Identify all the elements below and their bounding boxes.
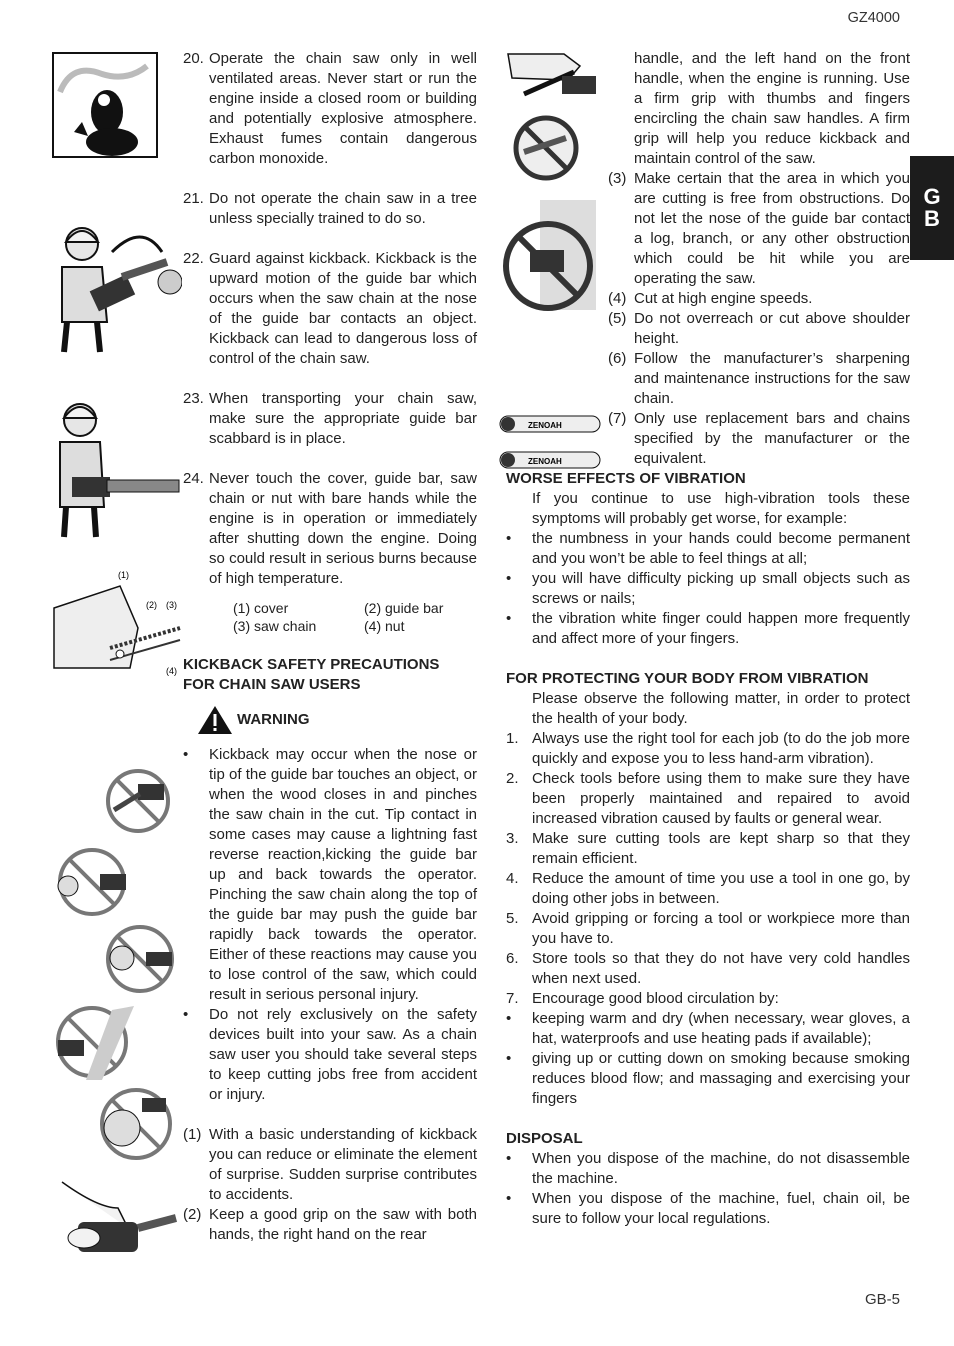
bullet-text: Do not rely exclusively on the safety devices built into your saw. As a chain saw user you should take several steps to keep cutting jobs free from accident or injury. [209, 1006, 477, 1103]
item-text: Always use the right tool for each job (to do the job more quickly and expose you to less hand-arm vibration). [532, 730, 910, 767]
callout-4-label: (4) [166, 666, 177, 676]
safety-item-21 [183, 189, 477, 229]
step-number: (4) [608, 290, 627, 307]
step-text: Keep a good grip on the saw with both hands, the right hand on the rear [209, 1206, 477, 1243]
no-kickback-up-icon [52, 1000, 136, 1084]
protection-item [506, 869, 910, 909]
kickback-step-3 [608, 169, 910, 289]
page-number: GB-5 [864, 1291, 900, 1308]
language-tab [910, 156, 954, 260]
bullet-text: Kickback may occur when the nose or tip of the guide bar touches an object, or when the wood closes in and pinches the saw chain in the cut. Tip contact in some cases may cause a lightning fast reverse reaction,kicking the guide bar up and back towards the operator. Pinching the saw chain along the top of the guide bar may push the guide bar rapidly back towards the operator. Either of these reactions may cause you to lose control of the saw, which could result in serious personal injury. [209, 746, 477, 1003]
kickback-step-1 [183, 1125, 477, 1205]
tree-kickback-illustration [52, 212, 182, 362]
warning-label [197, 705, 477, 735]
warning-text: WARNING [237, 711, 310, 728]
circulation-bullet: • keeping warm and dry (when necessary, wear gloves, a hat, waterproofs and use heating pads if available); [506, 1010, 910, 1047]
step-text: With a basic understanding of kickback you can reduce or eliminate the element of surprise. Sudden surprise contributes to accidents. [209, 1126, 477, 1203]
circulation-bullet: • giving up or cutting down on smoking because smoking reduces blood flow; and massaging and exercising your fingers [506, 1050, 910, 1107]
bullet-text: When you dispose of the machine, do not disassemble the machine. [532, 1150, 910, 1187]
disposal-bullet: • When you dispose of the machine, do not disassemble the machine. [506, 1150, 910, 1187]
protection-heading: FOR PROTECTING YOUR BODY FROM VIBRATION [506, 670, 869, 687]
warning-triangle-icon [197, 705, 233, 735]
no-reverse-reaction-icon [52, 846, 132, 918]
protection-item [506, 989, 910, 1009]
no-cut-wood-icon [96, 1084, 176, 1162]
parts-diagram [50, 568, 182, 680]
legend-saw-chain: (3) saw chain [233, 618, 317, 634]
safety-item-20 [183, 49, 477, 169]
model-number: GZ4000 [847, 10, 900, 26]
kickback-bullet-2: • Do not rely exclusively on the safety devices built into your saw. As a chain saw user you should take several steps to keep cutting jobs free from accident or injury. [183, 1006, 477, 1103]
vibration-heading: WORSE EFFECTS OF VIBRATION [506, 470, 746, 487]
bullet-text: When you dispose of the machine, fuel, chain oil, be sure to follow your local regulations. [532, 1190, 910, 1227]
legend-nut: (4) nut [364, 618, 405, 634]
kickback-bullet-1: • Kickback may occur when the nose or tip of the guide bar touches an object, or when the wood closes in and pinches the saw chain in the cut. Tip contact in some cases may cause a lightning fast reverse reaction,kicking the guide bar up and back towards the operator. Pinching the saw chain along the top of the guide bar may push the guide bar rapidly back towards the operator. Either of these reactions may cause you to lose control of the saw, which could result in serious personal injury. [183, 746, 477, 1003]
protection-item [506, 909, 910, 949]
item-text: Operate the chain saw only in well ventilated areas. Never start or run the engine inside a closed room or building and potentially explosive atmosphere. Exhaust fumes contain dangerous carbon monoxide. [209, 50, 477, 167]
no-pinch-icon [102, 922, 182, 996]
callout-1-label: (1) [118, 570, 129, 580]
item-number: 2. [506, 770, 519, 787]
bullet-text: you will have difficulty picking up small objects such as screws or nails; [532, 570, 910, 607]
tab-letter-g: G [923, 184, 941, 209]
item-number: 21. [183, 190, 204, 207]
exhaust-fumes-illustration [52, 52, 158, 158]
disposal-heading: DISPOSAL [506, 1130, 583, 1147]
step-number: (3) [608, 170, 627, 187]
safety-item-24 [183, 469, 477, 589]
item-number: 7. [506, 990, 519, 1007]
item-text: Check tools before using them to make sure they have been properly maintained and repaired to avoid increased vibration caused by faults or general wear. [532, 770, 910, 827]
item-number: 3. [506, 830, 519, 847]
safety-item-23 [183, 389, 477, 449]
bullet-text: keeping warm and dry (when necessary, wear gloves, a hat, waterproofs and use heating pads if available); [532, 1010, 910, 1047]
item-number: 24. [183, 470, 204, 487]
bar-brand-label-2: ZENOAH [528, 457, 562, 466]
left-column [183, 49, 477, 1245]
protection-item [506, 949, 910, 989]
step-text: Make certain that the area in which you are cutting is free from obstructions. Do not let the nose of the guide bar contact a log, branch, or any other obstruction which could be hit while you are operating the saw. [634, 170, 910, 287]
kickback-step-6 [608, 349, 910, 409]
vibration-intro: If you continue to use high-vibration tools these symptoms will probably get worse, for example: [532, 490, 910, 527]
vibration-bullet: • you will have difficulty picking up small objects such as screws or nails; [506, 570, 910, 607]
item-text: Encourage good blood circulation by: [532, 990, 779, 1007]
legend-cover: (1) cover [233, 600, 289, 616]
protection-item [506, 769, 910, 829]
callout-2-label: (2) [146, 600, 157, 610]
protection-intro: Please observe the following matter, in order to protect the health of your body. [532, 690, 910, 727]
legend-guide-bar: (2) guide bar [364, 600, 444, 616]
tab-letter-b: B [924, 206, 940, 231]
item-text: When transporting your chain saw, make sure the appropriate guide bar scabbard is in place. [209, 390, 477, 447]
item-text: Guard against kickback. Kickback is the upward motion of the guide bar which occurs when the saw chain at the nose of the guide bar contacts an object. Kickback can lead to dangerous loss of control of the chain saw. [209, 250, 477, 367]
kickback-step-2 [183, 1205, 477, 1245]
disposal-bullet: • When you dispose of the machine, fuel, chain oil, be sure to follow your local regulations. [506, 1190, 910, 1227]
bullet-text: giving up or cutting down on smoking because smoking reduces blood flow; and massaging and exercising your fingers [532, 1050, 910, 1107]
item-text: Avoid gripping or forcing a tool or workpiece more than you have to. [532, 910, 910, 947]
safety-item-22 [183, 249, 477, 369]
item-text: Reduce the amount of time you use a tool in one go, by doing other jobs in between. [532, 870, 910, 907]
step-number: (7) [608, 410, 627, 427]
protection-item [506, 729, 910, 769]
callout-3-label: (3) [166, 600, 177, 610]
vibration-bullet: • the numbness in your hands could become permanent and you won’t be able to feel things at all; [506, 530, 910, 567]
item-text: Do not operate the chain saw in a tree unless specially trained to do so. [209, 190, 477, 227]
transport-scabbard-illustration [52, 392, 182, 542]
no-tip-contact-icon [100, 768, 176, 834]
step-text: Do not overreach or cut above shoulder height. [634, 310, 910, 347]
item-number: 1. [506, 730, 519, 747]
kickback-heading-line1: KICKBACK SAFETY PRECAUTIONS [183, 656, 440, 673]
parts-legend [233, 599, 477, 635]
bar-brand-label-1: ZENOAH [528, 421, 562, 430]
two-hand-grip-illustration [58, 1178, 178, 1262]
item-number: 5. [506, 910, 519, 927]
kickback-heading-line2: FOR CHAIN SAW USERS [183, 676, 361, 693]
item-text: Make sure cutting tools are kept sharp so that they remain efficient. [532, 830, 910, 867]
item-number: 6. [506, 950, 519, 967]
item-number: 4. [506, 870, 519, 887]
bullet-text: the vibration white finger could happen more frequently and affect more of your fingers. [532, 610, 910, 647]
step-2-continued: handle, and the left hand on the front handle, when the engine is running. Use a firm grip with thumbs and fingers encircling the chain saw handles. A firm grip will help you reduce kickback and maintain control of the saw. [634, 50, 910, 167]
bullet-text: the numbness in your hands could become permanent and you won’t be able to feel things at all; [532, 530, 910, 567]
kickback-step-4 [608, 289, 910, 309]
item-text: Store tools so that they do not have very cold handles when next used. [532, 950, 910, 987]
step-number: (5) [608, 310, 627, 327]
step-number: (1) [183, 1126, 202, 1143]
step-text: Only use replacement bars and chains specified by the manufacturer or the equivalent. [634, 410, 910, 467]
item-number: 22. [183, 250, 204, 267]
item-number: 20. [183, 50, 204, 67]
step-text: Cut at high engine speeds. [634, 290, 813, 307]
right-column [506, 49, 910, 1229]
kickback-step-7 [608, 409, 910, 469]
step-text: Follow the manufacturer’s sharpening and maintenance instructions for the saw chain. [634, 350, 910, 407]
step-number: (2) [183, 1206, 202, 1223]
item-text: Never touch the cover, guide bar, saw chain or nut with bare hands while the engine is in operation or immediately after shutting down the engine. Doing so could result in serious burns because of high temperature. [209, 470, 477, 587]
kickback-step-5 [608, 309, 910, 349]
vibration-bullet: • the vibration white finger could happen more frequently and affect more of your fingers. [506, 610, 910, 647]
protection-item [506, 829, 910, 869]
item-number: 23. [183, 390, 204, 407]
step-number: (6) [608, 350, 627, 367]
